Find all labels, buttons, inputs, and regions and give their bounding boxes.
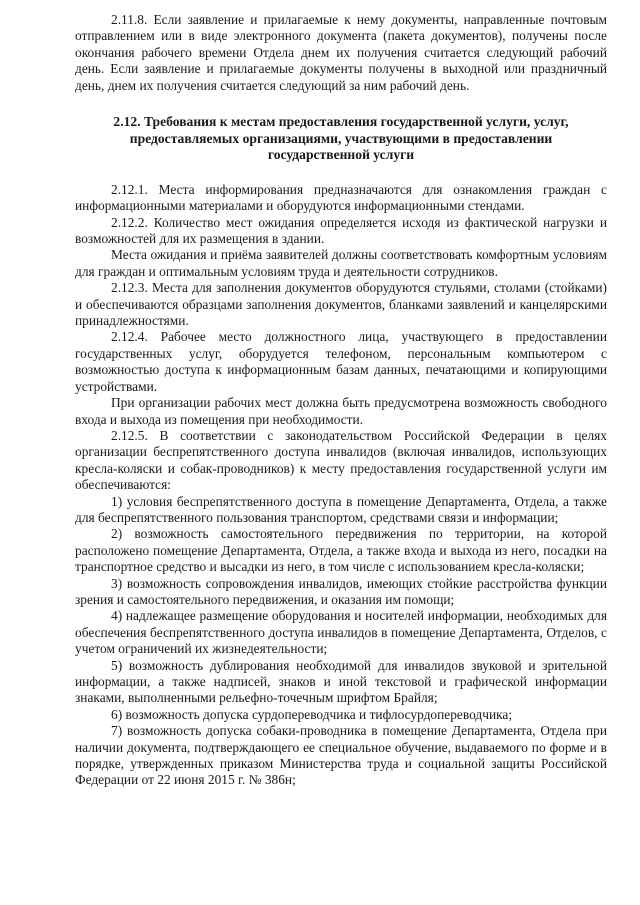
paragraph-2-12-4: 2.12.4. Рабочее место должностного лица, участвующего в предоставлении государственных услуг, оборудуется телефоном, персональным компьютером с возможностью доступа к информационным базам данных, печатающими и копирующими устройствами. xyxy=(75,329,607,394)
list-item-6: 6) возможность допуска сурдопереводчика и тифлосурдопереводчика; xyxy=(111,706,513,722)
document-page xyxy=(75,12,607,789)
paragraph-2-12-2: 2.12.2. Количество мест ожидания определяется исходя из фактической нагрузки и возможностей для их размещения в здании. xyxy=(75,214,607,247)
list-item-7: 7) возможность допуска собаки-проводника в помещение Департамента, Отдела при наличии документа, подтверждающего ее специальное обучение, выдаваемого по форме и в порядке, утвержденных приказом Министерства труда и социальной защиты Российской Федерации от 22 июня 2015 г. № 386н; xyxy=(75,723,607,788)
paragraph-2-12-5: 2.12.5. В соответствии с законодательством Российской Федерации в целях организации беспрепятственного доступа инвалидов (включая инвалидов, использующих кресла-коляски и собак-проводников) к месту предоставления государственной услуги им обеспечиваются: xyxy=(75,427,607,493)
section-heading-2-12: 2.12. Требования к местам предоставления государственной услуги, услуг, предоставляемых организациями, участвующими в предоставлении государственной услуги xyxy=(113,114,569,163)
paragraph-waiting-places: Места ожидания и приёма заявителей должны соответствовать комфортным условиям для граждан и оптимальным условиям труда и деятельности сотрудников. xyxy=(75,247,607,279)
list-item-1: 1) условия беспрепятственного доступа в помещение Департамента, Отдела, а также для беспрепятственного пользования транспортом, средствами связи и информации; xyxy=(75,493,607,525)
paragraph-2-12-3: 2.12.3. Места для заполнения документов оборудуются стульями, столами (стойками) и обеспечиваются образцами заполнения документов, бланками заявлений и канцелярскими принадлежностями. xyxy=(75,280,607,329)
list-item-2: 2) возможность самостоятельного передвижения по территории, на которой расположено помещение Департамента, Отдела, а также входа и выхода из него, посадки на транспортное средство и высадки из него, в том числе с использованием кресла-коляски; xyxy=(75,526,607,575)
paragraph-2-11-8: 2.11.8. Если заявление и прилагаемые к нему документы, направленные почтовым отправлением или в виде электронного документа (пакета документов), получены после окончания рабочего времени Отдела днем их получения считается следующий рабочий день. Если заявление и прилагаемые документы получены в выходной или праздничный день, днем их получения считается следующий за ним рабочий день. xyxy=(75,12,607,93)
list-item-3: 3) возможность сопровождения инвалидов, имеющих стойкие расстройства функции зрения и самостоятельного передвижения, и оказания им помощи; xyxy=(75,575,607,607)
paragraph-workplaces: При организации рабочих мест должна быть предусмотрена возможность свободного входа и выхода из помещения при необходимости. xyxy=(75,395,607,427)
list-item-5: 5) возможность дублирования необходимой для инвалидов звуковой и зрительной информации, а также надписей, знаков и иной текстовой и графической информации знаками, выполненными рельефно-точечным шрифтом Брайля; xyxy=(75,657,607,706)
list-item-4: 4) надлежащее размещение оборудования и носителей информации, необходимых для обеспечения беспрепятственного доступа инвалидов в помещение Департамента, Отделов, с учетом ограничений их жизнедеятельности; xyxy=(75,608,607,657)
paragraph-2-12-1: 2.12.1. Места информирования предназначаются для ознакомления граждан с информационными материалами и оборудуются информационными стендами. xyxy=(75,181,607,214)
